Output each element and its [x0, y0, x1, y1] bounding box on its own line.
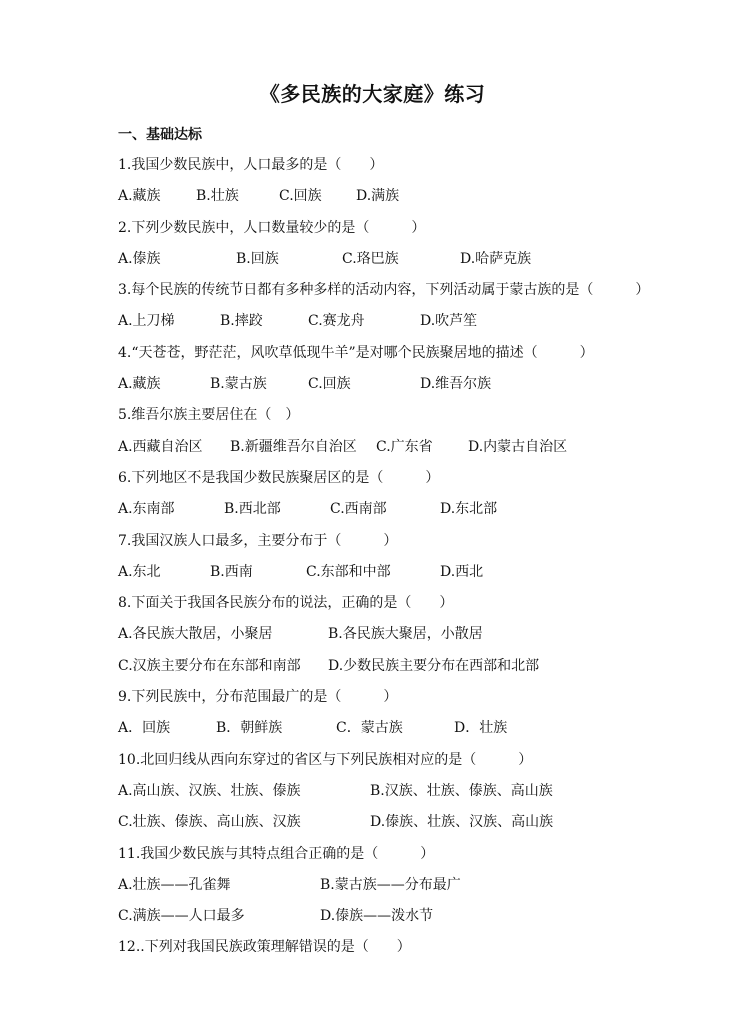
option: A.高山族、汉族、壮族、傣族 [118, 782, 301, 799]
question-text: 12..下列对我国民族政策理解错误的是（ ） [118, 939, 411, 956]
option: A.东北 [118, 563, 161, 580]
option: A.各民族大散居，小聚居 [118, 626, 273, 643]
option-row [118, 651, 678, 682]
option: A．回族 [118, 720, 171, 737]
option-row [118, 713, 678, 744]
option: B.西北部 [224, 501, 281, 518]
option: D.满族 [356, 188, 400, 205]
question-text: 9.下列民族中，分布范围最广的是（ ） [118, 689, 398, 706]
option: D.哈萨克族 [460, 250, 532, 267]
option: B.壮族 [196, 188, 239, 205]
option-row [118, 432, 678, 463]
option: B.新疆维吾尔自治区 [230, 438, 357, 455]
option: B.蒙古族——分布最广 [320, 876, 461, 893]
question-text: 4.“天苍苍，野茫茫，风吹草低现牛羊”是对哪个民族聚居地的描述（ ） [118, 344, 594, 361]
option: B.蒙古族 [210, 376, 267, 393]
question-text: 6.下列地区不是我国少数民族聚居区的是（ ） [118, 469, 440, 486]
option: D.西北 [440, 563, 484, 580]
option-row [118, 244, 678, 275]
option: D.内蒙古自治区 [468, 438, 568, 455]
question-text: 7.我国汉族人口最多，主要分布于（ ） [118, 532, 398, 549]
option-row [118, 807, 678, 838]
question-list [118, 150, 678, 964]
option-row [118, 901, 678, 932]
option-row [118, 181, 678, 212]
option: B.汉族、壮族、傣族、高山族 [370, 782, 553, 799]
option: B.西南 [210, 563, 253, 580]
option: B.各民族大聚居，小散居 [328, 626, 483, 643]
option: A.傣族 [118, 250, 161, 267]
option: B.摔跤 [220, 313, 263, 330]
question-text: 11.我国少数民族与其特点组合正确的是（ ） [118, 845, 435, 862]
option-row [118, 619, 678, 650]
option: D.傣族——泼水节 [320, 908, 434, 925]
option: D.东北部 [440, 501, 498, 518]
option: C.东部和中部 [306, 563, 391, 580]
option: D.维吾尔族 [420, 376, 492, 393]
option-row [118, 369, 678, 400]
option: C.回族 [308, 376, 351, 393]
question-text: 2.下列少数民族中，人口数量较少的是（ ） [118, 219, 426, 236]
option: C.珞巴族 [342, 250, 399, 267]
option: D．壮族 [454, 720, 508, 737]
question-text: 3.每个民族的传统节日都有多种多样的活动内容，下列活动属于蒙古族的是（ ） [118, 282, 650, 299]
option: C.赛龙舟 [308, 313, 365, 330]
option: A.藏族 [118, 376, 161, 393]
page-title: 《多民族的大家庭》练习 [259, 82, 486, 106]
option-row [118, 870, 678, 901]
option: D.傣族、壮族、汉族、高山族 [370, 814, 554, 831]
option-row [118, 494, 678, 525]
option: C.壮族、傣族、高山族、汉族 [118, 814, 301, 831]
option: A.西藏自治区 [118, 438, 203, 455]
option: B.回族 [236, 250, 279, 267]
option: D.吹芦笙 [420, 313, 478, 330]
question-text: 10.北回归线从西向东穿过的省区与下列民族相对应的是（ ） [118, 751, 533, 768]
option: C.汉族主要分布在东部和南部 [118, 657, 301, 674]
section-heading: 一、基础达标 [118, 127, 202, 143]
option: C.回族 [279, 188, 322, 205]
option-row [118, 776, 678, 807]
question-text: 1.我国少数民族中，人口最多的是（ ） [118, 157, 384, 173]
option: C.广东省 [376, 438, 433, 455]
option-row [118, 557, 678, 588]
option: A.上刀梯 [118, 313, 175, 330]
question-text: 8.下面关于我国各民族分布的说法，正确的是（ ） [118, 595, 454, 612]
option: B．朝鲜族 [216, 720, 283, 737]
option: D.少数民族主要分布在西部和北部 [328, 657, 540, 674]
option: C．蒙古族 [336, 720, 403, 737]
option: A.藏族 [118, 188, 161, 205]
option: A.东南部 [118, 501, 175, 518]
question-text: 5.维吾尔族主要居住在（ ） [118, 407, 300, 424]
option: C.西南部 [330, 501, 387, 518]
option-row [118, 306, 678, 337]
option: A.壮族——孔雀舞 [118, 876, 231, 893]
option: C.满族——人口最多 [118, 908, 245, 925]
